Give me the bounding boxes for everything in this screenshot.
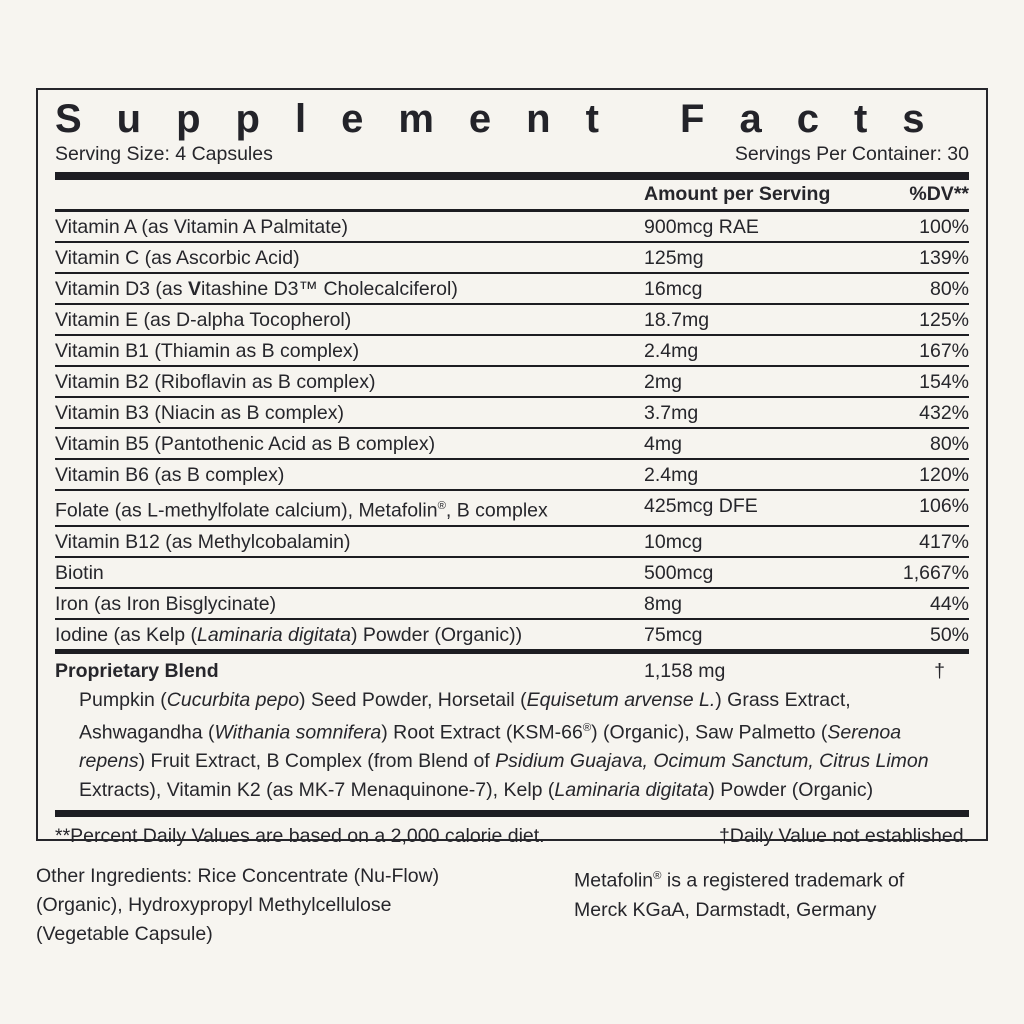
nutrient-name: Iodine (as Kelp (Laminaria digitata) Powder (Organic)) bbox=[55, 623, 523, 646]
nutrient-amount: 10mcg bbox=[644, 530, 703, 553]
nutrient-rows bbox=[55, 212, 969, 649]
divider-blend bbox=[55, 649, 969, 654]
panel-title: Supplement Facts bbox=[55, 97, 960, 141]
nutrient-dv: 167% bbox=[919, 340, 969, 362]
nutrient-row bbox=[55, 429, 969, 460]
nutrient-row bbox=[55, 274, 969, 305]
nutrient-dv: 125% bbox=[919, 309, 969, 331]
nutrient-amount: 3.7mg bbox=[644, 402, 699, 424]
nutrient-amount: 8mg bbox=[644, 592, 682, 615]
nutrient-dv: 120% bbox=[919, 464, 969, 486]
servings-per-container: Servings Per Container: 30 bbox=[734, 143, 969, 165]
column-header-spacer bbox=[55, 181, 644, 208]
nutrient-dv: 139% bbox=[919, 247, 969, 269]
nutrient-dv: 1,667% bbox=[902, 561, 969, 584]
nutrient-name: Vitamin C (as Ascorbic Acid) bbox=[55, 247, 300, 269]
nutrient-name: Vitamin B1 (Thiamin as B complex) bbox=[55, 340, 360, 362]
nutrient-dv: 80% bbox=[929, 433, 969, 455]
footnote-percent-dv: **Percent Daily Values are based on a 2,000 calorie diet. bbox=[55, 825, 545, 847]
nutrient-amount: 900mcg RAE bbox=[644, 216, 759, 238]
footnote-row bbox=[55, 823, 969, 849]
other-ingredients-text: Other Ingredients: Rice Concentrate (Nu-Flow) (Organic), Hydroxypropyl Methylcellulose (Vegetable Capsule) bbox=[36, 865, 440, 945]
nutrient-dv: 106% bbox=[919, 495, 969, 517]
nutrient-name: Biotin bbox=[55, 561, 104, 584]
nutrient-amount: 2.4mg bbox=[644, 340, 699, 362]
nutrient-row bbox=[55, 212, 969, 243]
nutrient-row bbox=[55, 620, 969, 649]
proprietary-blend-row bbox=[55, 656, 969, 686]
nutrient-name: Vitamin B5 (Pantothenic Acid as B complex) bbox=[55, 433, 436, 455]
nutrient-amount: 2.4mg bbox=[644, 464, 699, 486]
blend-amount: 1,158 mg bbox=[644, 659, 726, 682]
nutrient-dv: 100% bbox=[919, 216, 969, 238]
nutrient-name: Vitamin A (as Vitamin A Palmitate) bbox=[55, 216, 349, 238]
nutrient-row bbox=[55, 305, 969, 336]
nutrient-row bbox=[55, 243, 969, 274]
nutrient-row bbox=[55, 589, 969, 620]
nutrient-row bbox=[55, 367, 969, 398]
nutrient-name: Vitamin D3 (as Vitashine D3™ Cholecalciferol) bbox=[55, 278, 458, 300]
supplement-facts-panel bbox=[36, 88, 988, 847]
column-header-dv: %DV** bbox=[909, 183, 969, 205]
trademark-notice-text: Metafolin® is a registered trademark of Merck KGaA, Darmstadt, Germany bbox=[574, 869, 905, 921]
serving-size: Serving Size: 4 Capsules bbox=[55, 143, 273, 165]
column-header-amount: Amount per Serving bbox=[644, 183, 831, 205]
nutrient-amount: 425mcg DFE bbox=[644, 495, 758, 517]
nutrient-dv: 50% bbox=[929, 623, 969, 646]
footnote-dagger: †Daily Value not established. bbox=[718, 825, 969, 847]
nutrient-dv: 80% bbox=[929, 278, 969, 300]
nutrient-amount: 18.7mg bbox=[644, 309, 710, 331]
column-header-row bbox=[55, 180, 969, 209]
divider-footnote bbox=[55, 810, 969, 817]
serving-info-row bbox=[55, 142, 969, 167]
nutrient-name: Vitamin B6 (as B complex) bbox=[55, 464, 285, 486]
nutrient-dv: 44% bbox=[929, 592, 969, 615]
nutrient-row bbox=[55, 460, 969, 491]
nutrient-dv: 154% bbox=[919, 371, 969, 393]
nutrient-row bbox=[55, 527, 969, 558]
nutrient-name: Vitamin B3 (Niacin as B complex) bbox=[55, 402, 344, 424]
nutrient-name: Vitamin E (as D-alpha Tocopherol) bbox=[55, 309, 352, 331]
nutrient-amount: 500mcg bbox=[644, 561, 714, 584]
nutrient-dv: 417% bbox=[919, 530, 969, 553]
nutrient-amount: 2mg bbox=[644, 371, 682, 393]
nutrient-row bbox=[55, 491, 969, 527]
nutrient-name: Vitamin B2 (Riboflavin as B complex) bbox=[55, 371, 376, 393]
nutrient-name: Folate (as L-methylfolate calcium), Metafolin®, B complex bbox=[55, 499, 548, 522]
nutrient-row bbox=[55, 336, 969, 367]
blend-name: Proprietary Blend bbox=[55, 659, 219, 682]
nutrient-name: Iron (as Iron Bisglycinate) bbox=[55, 592, 277, 615]
blend-dv-dagger: † bbox=[934, 659, 945, 682]
divider-thick bbox=[55, 172, 969, 180]
blend-description: Pumpkin (Cucurbita pepo) Seed Powder, Horsetail (Equisetum arvense L.) Grass Extract, Ashwagandha (Withania somnifera) Root Extract (KSM-66®) (Organic), Saw Palmetto (Serenoa repens) Fruit Extract, B Complex (from Blend of Psidium Guajava, Ocimum Sanctum, Citrus Limon Extracts), Vitamin K2 (as MK-7 Menaquinone-7), Kelp (Laminaria digitata) Powder (Organic) bbox=[79, 688, 929, 801]
nutrient-row bbox=[55, 558, 969, 589]
nutrient-dv: 432% bbox=[919, 402, 969, 424]
nutrient-amount: 4mg bbox=[644, 433, 682, 455]
nutrient-amount: 16mcg bbox=[644, 278, 703, 300]
nutrient-name: Vitamin B12 (as Methylcobalamin) bbox=[55, 530, 351, 553]
nutrient-amount: 75mcg bbox=[644, 623, 703, 646]
nutrient-amount: 125mg bbox=[644, 247, 704, 269]
nutrient-row bbox=[55, 398, 969, 429]
